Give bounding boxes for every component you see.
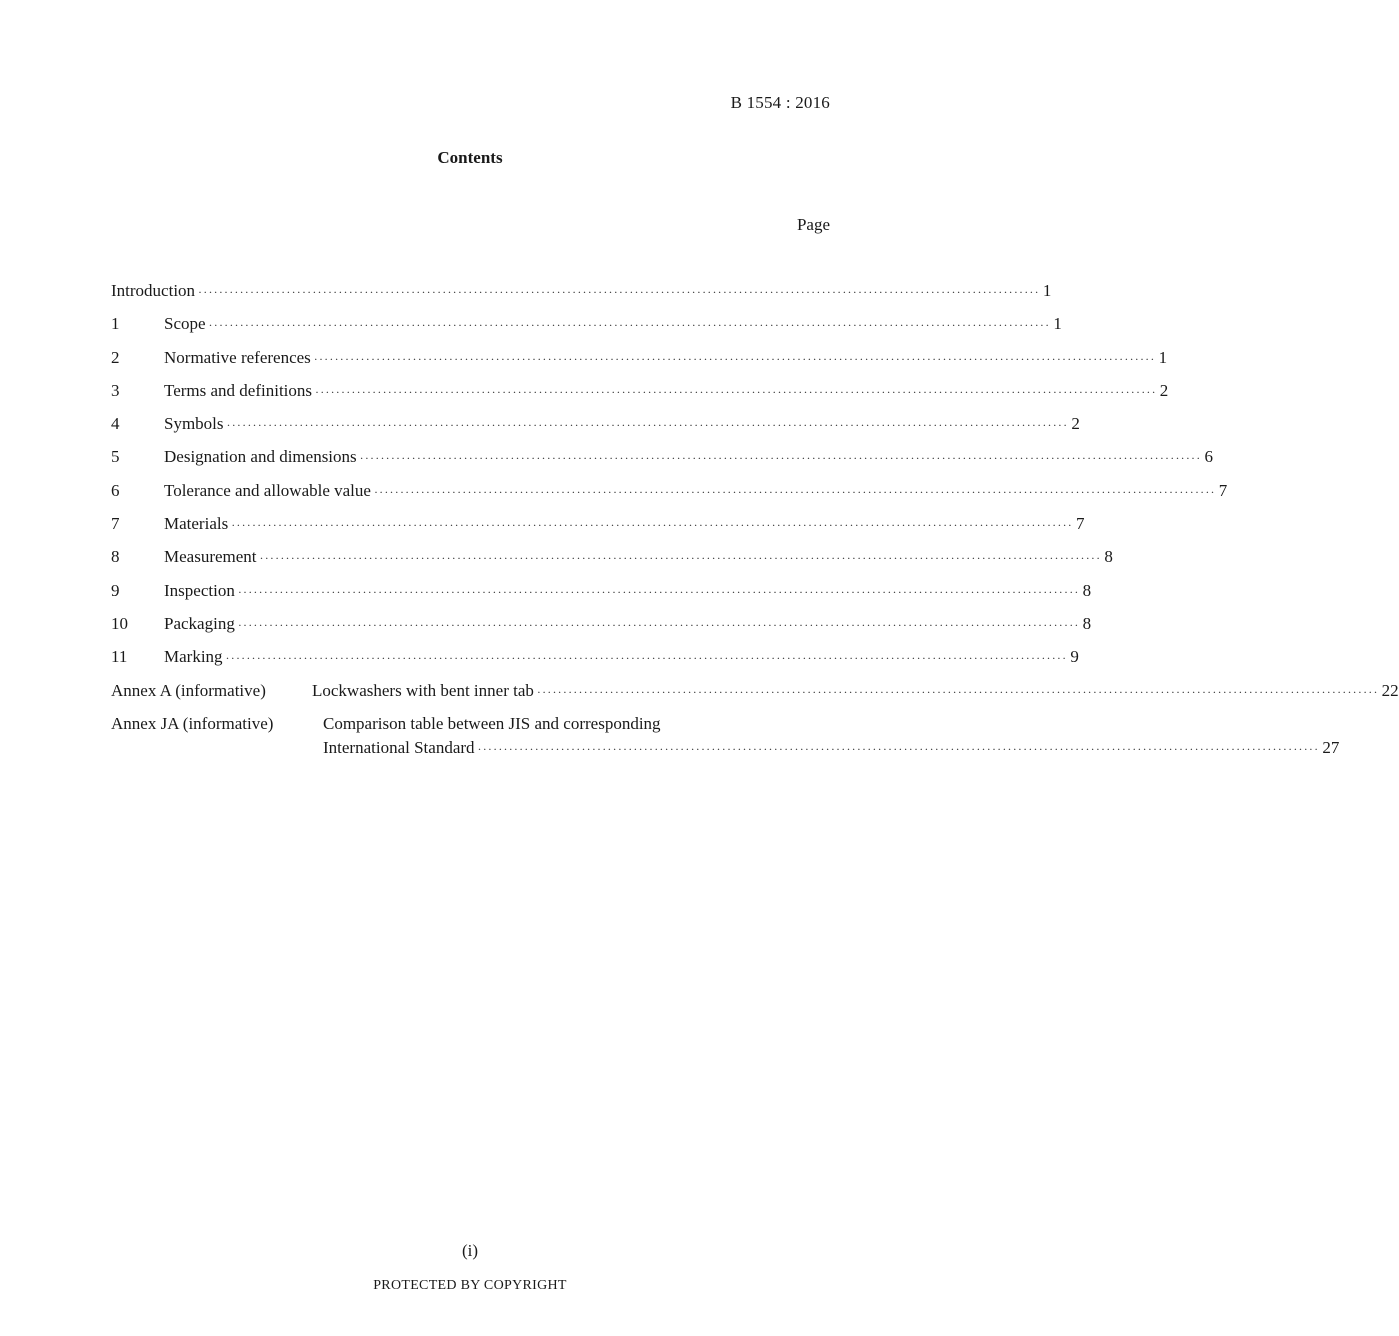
toc-entry-number: 5 [111,447,120,467]
dot-leader [260,547,1102,569]
toc-entry-title: Tolerance and allowable value [164,480,371,500]
annex-title: Lockwashers with bent inner tab [312,680,534,700]
page-column-label: Page [796,215,830,234]
toc-entry-page: 1 [1053,314,1062,334]
dot-leader [209,314,1051,336]
toc-entry-materials[interactable] [111,513,1085,546]
toc-entry-title: Scope [164,314,206,334]
toc-entry-annex-a[interactable] [111,680,1399,713]
dot-leader [537,681,1379,703]
document-id: B 1554 : 2016 [730,93,830,112]
annex-page: 27 [1322,737,1340,757]
toc-entry-title: Introduction [111,281,196,300]
toc-entry-scope[interactable] [111,313,1062,346]
toc-entry-number: 3 [111,380,120,400]
toc-entry-number: 6 [111,480,120,500]
toc-entry-measurement[interactable] [111,546,1113,579]
toc-entry-number: 1 [111,314,120,334]
toc-entry-number: 8 [111,547,120,567]
annex-label: Annex JA (informative) [111,713,274,733]
toc-entry-designation-and-dimensions[interactable] [111,446,1213,479]
copyright-notice: PROTECTED BY COPYRIGHT [373,1278,567,1293]
dot-leader [198,281,1040,303]
toc-entry-symbols[interactable] [111,413,1080,446]
dot-leader [227,414,1069,436]
annex-title-line2: International Standard [323,737,475,757]
toc-entry-inspection[interactable] [111,580,1092,613]
toc-entry-title: Symbols [164,414,224,434]
toc-entry-page: 2 [1071,414,1080,434]
contents-title: Contents [437,148,503,167]
toc-entry-title: Terms and definitions [164,380,313,400]
toc-entry-title: Marking [164,647,223,667]
toc-entry-annex-ja[interactable] [111,713,1340,760]
dot-leader [238,614,1080,636]
annex-title-line2-row [323,737,1340,760]
toc-entry-title: Materials [164,514,229,534]
toc-entry-terms-and-definitions[interactable] [111,380,1169,413]
dot-leader [360,447,1202,469]
dot-leader [231,514,1073,536]
toc-entry-packaging[interactable] [111,613,1092,646]
dot-leader [226,647,1068,669]
annex-label: Annex A (informative) [111,680,266,700]
toc-entry-page: 8 [1082,613,1092,633]
toc-entry-title: Packaging [164,613,235,633]
table-of-contents [111,280,1399,760]
toc-entry-number: 4 [111,414,120,434]
toc-entry-number: 9 [111,580,120,600]
toc-entry-title: Normative references [164,347,311,367]
toc-entry-page: 6 [1204,447,1213,467]
toc-entry-page: 8 [1082,580,1092,600]
dot-leader [314,348,1156,370]
annex-title-line1: Comparison table between JIS and corresponding [323,713,661,733]
toc-entry-page: 1 [1042,281,1052,300]
toc-entry-page: 8 [1104,547,1113,567]
dot-leader [374,481,1216,503]
toc-entry-page: 7 [1218,480,1228,500]
toc-entry-title: Measurement [164,547,257,567]
toc-entry-title: Designation and dimensions [164,447,357,467]
toc-entry-marking[interactable] [111,646,1079,679]
dot-leader [238,581,1080,603]
toc-entry-number: 7 [111,514,120,534]
toc-entry-page: 1 [1158,347,1168,367]
toc-entry-page: 9 [1070,647,1079,667]
dot-leader [478,738,1320,760]
toc-entry-number: 10 [111,613,128,633]
annex-title-block [323,713,1340,760]
toc-entry-number: 2 [111,347,120,367]
page-folio: (i) [461,1241,479,1260]
toc-entry-page: 7 [1075,514,1085,534]
toc-entry-introduction[interactable] [111,280,1052,313]
dot-leader [315,381,1157,403]
toc-entry-page: 2 [1159,380,1169,400]
annex-page: 22 [1381,680,1399,700]
toc-entry-number: 11 [111,647,128,667]
toc-entry-normative-references[interactable] [111,347,1168,380]
toc-entry-tolerance[interactable] [111,480,1228,513]
toc-entry-title: Inspection [164,580,235,600]
